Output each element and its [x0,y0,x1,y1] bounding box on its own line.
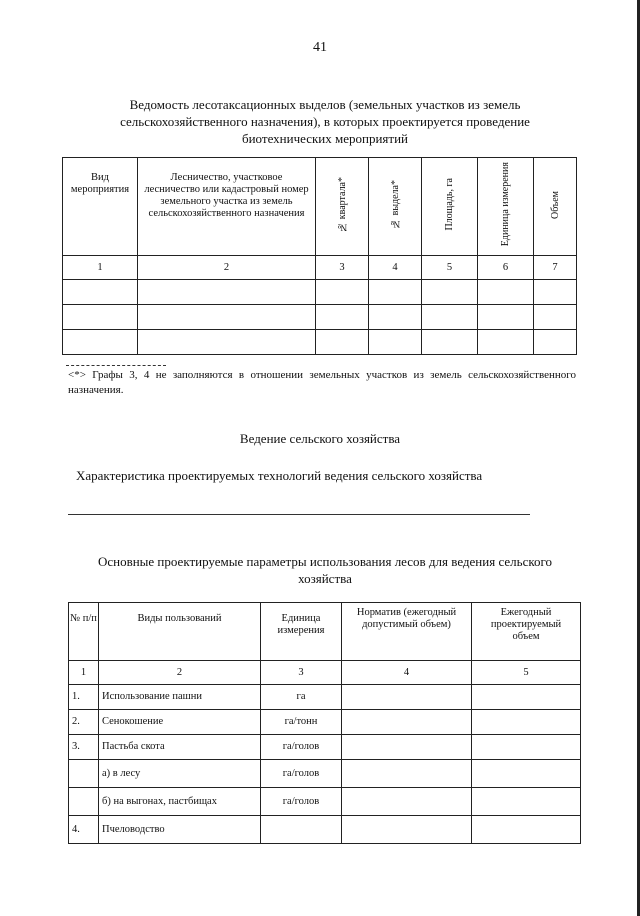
characteristic-underline [68,514,530,515]
col-number: 7 [534,256,577,280]
table1-title-line: биотехнических мероприятий [241,131,408,146]
col-number: 1 [63,256,138,280]
col-number: 3 [316,256,369,280]
col-number: 4 [342,661,472,685]
biotech-table [62,157,577,355]
table-row [69,685,581,710]
table-row [63,305,577,330]
row-unit: га/голов [261,788,342,816]
header-annual: Ежегодный проектируемый объем [472,603,581,661]
header-area-cell [422,158,478,256]
table-row [63,280,577,305]
header-area: Площадь, га [444,178,455,231]
section-heading: Ведение сельского хозяйства [239,431,401,446]
row-name: а) в лесу [99,760,261,788]
table-row [69,760,581,788]
row-number: 4. [69,816,99,844]
table-row [63,330,577,355]
row-number [69,760,99,788]
row-number: 1. [69,685,99,710]
table-row [69,710,581,735]
row-annual [472,735,581,760]
row-annual [472,788,581,816]
col-number: 2 [138,256,316,280]
page-number: 41 [313,40,327,55]
row-unit: га/голов [261,735,342,760]
col-number: 5 [422,256,478,280]
row-name: б) на выгонах, пастбищах [99,788,261,816]
row-norm [342,760,472,788]
footnote: <*> Графы 3, 4 не заполняются в отношении земельных участков из земель сельскохозяйственного назначения. [68,369,576,396]
col-number: 5 [472,661,581,685]
header-volume-cell [534,158,577,256]
table1-title-line: Ведомость лесотаксационных выделов (земельных участков из земель [129,97,521,112]
header-activity-type: Вид мероприятия [63,158,138,256]
row-name: Пчеловодство [99,816,261,844]
col-number: 3 [261,661,342,685]
row-annual [472,760,581,788]
header-norm: Норматив (ежегодный допустимый объем) [342,603,472,661]
table2-title-line: хозяйства [298,571,352,586]
row-number: 2. [69,710,99,735]
characteristic-label: Характеристика проектируемых технологий ведения сельского хозяйства [76,468,483,483]
header-unit: Единица измерения [261,603,342,661]
row-annual [472,685,581,710]
row-unit: га [261,685,342,710]
row-norm [342,735,472,760]
table2-title-line: Основные проектируемые параметры использования лесов для ведения сельского [97,554,553,569]
header-usage-type: Виды пользований [99,603,261,661]
row-number: 3. [69,735,99,760]
table1-title [60,96,590,147]
header-allotment: № выдела* [389,180,401,229]
row-annual [472,816,581,844]
col-number: 4 [369,256,422,280]
row-norm [342,788,472,816]
header-quarter-cell [316,158,369,256]
table-row [69,735,581,760]
footnote-separator [66,365,166,366]
col-number: 1 [69,661,99,685]
header-quarter: № квартала* [336,176,348,233]
agriculture-table [68,602,581,844]
header-volume: Объем [549,190,561,219]
header-number: № п/п [69,603,99,661]
row-norm [342,685,472,710]
table-row [69,788,581,816]
row-number [69,788,99,816]
table-row [69,816,581,844]
row-name: Сенокошение [99,710,261,735]
row-annual [472,710,581,735]
header-unit-cell [478,158,534,256]
row-norm [342,816,472,844]
table2-title [60,553,590,587]
header-forestry: Лесничество, участковое лесничество или кадастровый номер земельного участка из земель сельскохозяйственного назначения [138,158,316,256]
row-unit [261,816,342,844]
row-name: Использование пашни [99,685,261,710]
header-unit: Единица измерения [500,162,511,247]
row-unit: га/тонн [261,710,342,735]
header-allotment-cell [369,158,422,256]
col-number: 2 [99,661,261,685]
col-number: 6 [478,256,534,280]
row-name: Пастьба скота [99,735,261,760]
table1-title-line: сельскохозяйственного назначения), в которых проектируется проведение [120,114,530,129]
row-norm [342,710,472,735]
row-unit: га/голов [261,760,342,788]
